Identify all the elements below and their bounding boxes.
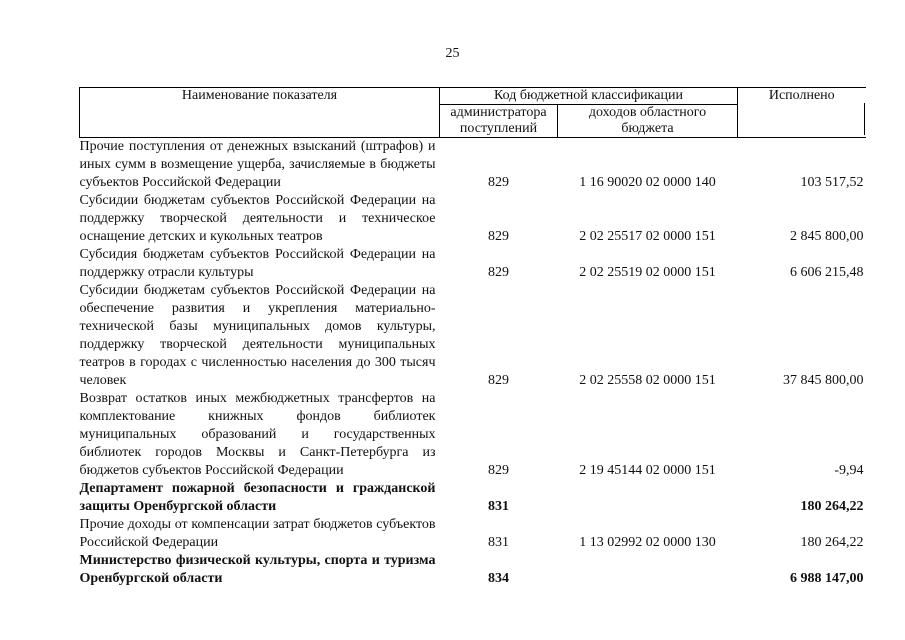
table-row: [80, 138, 866, 193]
row-code: 2 02 25519 02 0000 151: [579, 265, 716, 280]
row-name: Министерство физической культуры, спорта и туризма Оренбургской области: [79, 553, 436, 586]
row-name: Возврат остатков иных межбюджетных трансфертов на комплектование книжных фондов библиотек муниципальных образований и государственных библиотек городов Москвы и Санкт-Петербурга из бюджетов субъектов Российской Федерации: [79, 391, 436, 478]
row-code: 2 19 45144 02 0000 151: [579, 463, 716, 478]
row-code: 1 16 90020 02 0000 140: [579, 175, 716, 190]
page-number: 25: [445, 46, 460, 61]
row-name: Прочие поступления от денежных взысканий (штрафов) и иных сумм в возмещение ущерба, зачисляемые в бюджеты субъектов Российской Федерации: [79, 139, 436, 190]
table-row: [80, 282, 866, 390]
header-name: Наименование показателя: [80, 88, 440, 105]
row-admin: 831: [488, 535, 509, 550]
row-admin: 834: [488, 571, 509, 586]
row-name: Субсидии бюджетам субъектов Российской Федерации на обеспечение развития и укрепления материально-технической базы муниципальных домов культуры, поддержку творческой деятельности муниципальных театров в городах с численностью населения до 300 тысяч человек: [79, 283, 436, 388]
table-row: [80, 246, 866, 282]
row-amount: 2 845 800,00: [790, 229, 864, 244]
row-admin: 829: [488, 463, 509, 478]
header-name-continued: [80, 105, 440, 138]
row-amount: 180 264,22: [800, 499, 864, 514]
row-name: Прочие доходы от компенсации затрат бюджетов субъектов Российской Федерации: [79, 517, 436, 550]
budget-report-table: [79, 87, 866, 588]
row-name: Субсидии бюджетам субъектов Российской Федерации на поддержку творческой деятельности и техническое оснащение детских и кукольных театров: [79, 193, 436, 244]
row-amount: 103 517,52: [800, 175, 864, 190]
header-executed-continued: [738, 105, 866, 138]
row-name: Департамент пожарной безопасности и гражданской защиты Оренбургской области: [79, 481, 436, 514]
row-name: Субсидия бюджетам субъектов Российской Федерации на поддержку отрасли культуры: [79, 247, 436, 280]
header-income: доходов областного бюджета: [558, 105, 738, 138]
table-row: [80, 390, 866, 480]
row-amount: 6 606 215,48: [790, 265, 864, 280]
row-admin: 829: [488, 229, 509, 244]
row-admin: 829: [488, 373, 509, 388]
row-amount: 6 988 147,00: [790, 571, 864, 586]
header-administrator: администратора поступлений: [440, 105, 558, 138]
header-right-border: [864, 103, 865, 135]
row-code: 2 02 25517 02 0000 151: [579, 229, 716, 244]
row-code: [558, 552, 738, 588]
row-amount: -9,94: [834, 463, 864, 478]
table-body: [80, 138, 866, 589]
row-admin: 831: [488, 499, 509, 514]
table-row: [80, 516, 866, 552]
table-row: [80, 192, 866, 246]
row-code: 2 02 25558 02 0000 151: [579, 373, 716, 388]
row-amount: 37 845 800,00: [783, 373, 864, 388]
table-row: [80, 552, 866, 588]
row-code: [558, 480, 738, 516]
row-code: 1 13 02992 02 0000 130: [579, 535, 716, 550]
header-executed: Исполнено: [738, 88, 866, 105]
table-row: [80, 480, 866, 516]
header-code-group: Код бюджетной классификации: [440, 88, 738, 105]
row-amount: 180 264,22: [800, 535, 864, 550]
table-header: [80, 88, 866, 138]
row-admin: 829: [488, 175, 509, 190]
row-admin: 829: [488, 265, 509, 280]
